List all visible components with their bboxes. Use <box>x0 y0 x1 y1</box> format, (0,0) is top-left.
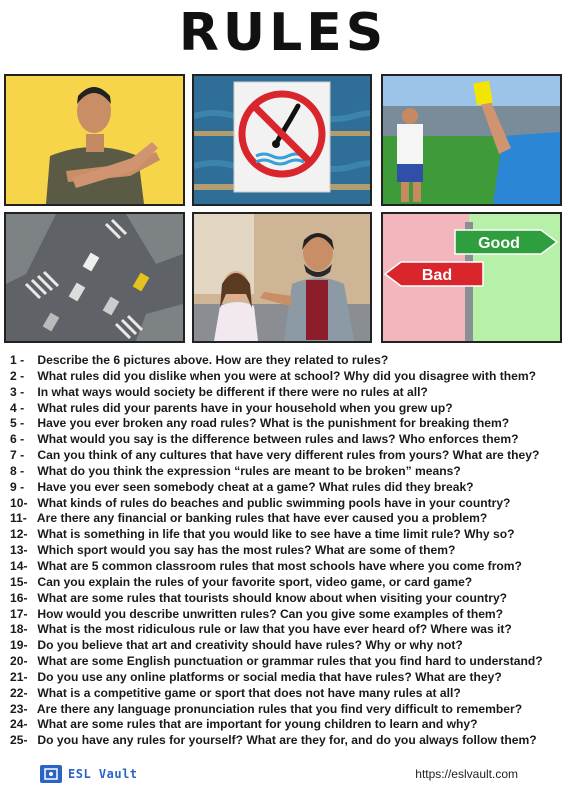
question-text: Can you think of any cultures that have very different rules from yours? What are they? <box>37 448 540 463</box>
parent-scolding-child-photo <box>192 212 372 343</box>
question-number: 20- <box>10 654 28 669</box>
question-text: Have you ever broken any road rules? What is the punishment for breaking them? <box>37 416 510 431</box>
question-list <box>10 353 562 749</box>
question-text: Describe the 6 pictures above. How are they related to rules? <box>37 353 389 367</box>
question-number: 25- <box>10 733 28 748</box>
stop-hand-photo <box>4 74 185 206</box>
question-text: What is something in life that you would like to see have a time limit rule? Why so? <box>37 527 515 542</box>
question-number: 5 - <box>10 416 25 431</box>
question-number: 7 - <box>10 448 25 463</box>
question-text: What is the most ridiculous rule or law that you have ever heard of? Where was it? <box>37 622 512 637</box>
question-text: What is a competitive game or sport that does not have many rules at all? <box>37 685 461 700</box>
question-number: 9 - <box>10 479 25 494</box>
question-item <box>10 511 562 527</box>
question-text: Do you believe that art and creativity should have rules? Why or why not? <box>37 638 463 653</box>
question-item <box>10 575 562 591</box>
good-bad-signpost <box>381 212 562 343</box>
question-text: Do you have any rules for yourself? What are they for, and do you always follow them? <box>37 733 537 748</box>
question-number: 17- <box>10 606 28 621</box>
question-item <box>10 733 562 749</box>
question-text: What kinds of rules do beaches and public swimming pools have in your country? <box>37 495 511 510</box>
question-item <box>10 638 562 654</box>
question-number: 18- <box>10 622 28 637</box>
question-item <box>10 717 562 733</box>
question-item <box>10 591 562 607</box>
question-item <box>10 654 562 670</box>
question-number: 6 - <box>10 432 25 447</box>
question-text: What rules did you dislike when you were at school? Why did you disagree with them? <box>37 368 536 383</box>
question-item <box>10 622 562 638</box>
question-item <box>10 686 562 702</box>
question-number: 21- <box>10 669 28 684</box>
question-item <box>10 480 562 496</box>
question-text: Are there any financial or banking rules that have ever caused you a problem? <box>36 511 488 526</box>
question-text: What are 5 common classroom rules that most schools have where you come from? <box>37 558 522 573</box>
question-number: 11- <box>10 511 27 526</box>
question-item <box>10 527 562 543</box>
question-item <box>10 448 562 464</box>
question-text: In what ways would society be different if there were no rules at all? <box>37 384 428 399</box>
question-number: 1 - <box>10 353 25 367</box>
question-number: 12- <box>10 527 28 542</box>
question-item <box>10 369 562 385</box>
question-item <box>10 559 562 575</box>
question-item <box>10 464 562 480</box>
esl-vault-logo-icon <box>40 765 62 783</box>
question-text: Have you ever seen somebody cheat at a game? What rules did they break? <box>37 479 474 494</box>
question-text: What are some rules that are important for young children to learn and why? <box>37 717 478 732</box>
question-item <box>10 432 562 448</box>
question-number: 8 - <box>10 463 25 478</box>
question-number: 24- <box>10 717 28 732</box>
question-text: What do you think the expression “rules are meant to be broken” means? <box>37 463 461 478</box>
traffic-intersection-photo <box>4 212 185 343</box>
question-item <box>10 401 562 417</box>
question-item <box>10 496 562 512</box>
no-diving-sign <box>192 74 372 206</box>
question-item <box>10 543 562 559</box>
question-number: 14- <box>10 558 28 573</box>
question-text: What are some English punctuation or grammar rules that you find hard to understand? <box>37 654 543 669</box>
question-text: What rules did your parents have in your household when you grew up? <box>37 400 453 415</box>
question-number: 13- <box>10 543 28 558</box>
page-title: RULES <box>178 3 388 63</box>
question-number: 4 - <box>10 400 25 415</box>
footer-url[interactable]: https://eslvault.com <box>415 767 518 781</box>
bad-sign-label: Bad <box>421 267 453 284</box>
question-item <box>10 385 562 401</box>
yellow-card-photo <box>381 74 562 206</box>
question-item <box>10 353 562 369</box>
question-number: 23- <box>10 701 28 716</box>
question-item <box>10 702 562 718</box>
question-number: 15- <box>10 574 28 589</box>
good-sign-label: Good <box>478 235 520 252</box>
question-text: Are there any language pronunciation rules that you find very difficult to remember? <box>36 701 523 716</box>
question-number: 10- <box>10 495 28 510</box>
question-text: What would you say is the difference between rules and laws? Who enforces them? <box>37 432 519 447</box>
brand-logo <box>40 764 138 784</box>
question-number: 3 - <box>10 384 25 399</box>
question-item <box>10 670 562 686</box>
brand-name: ESL Vault <box>68 767 138 781</box>
question-number: 16- <box>10 590 28 605</box>
question-number: 2 - <box>10 368 25 383</box>
question-item <box>10 607 562 623</box>
question-item <box>10 416 562 432</box>
question-text: What are some rules that tourists should know about when visiting your country? <box>37 590 508 605</box>
question-text: Which sport would you say has the most rules? What are some of them? <box>37 543 456 558</box>
question-number: 22- <box>10 685 28 700</box>
question-number: 19- <box>10 638 28 653</box>
question-text: Can you explain the rules of your favorite sport, video game, or card game? <box>37 574 473 589</box>
question-text: Do you use any online platforms or social media that have rules? What are they? <box>37 669 502 684</box>
question-text: How would you describe unwritten rules? Can you give some examples of them? <box>37 606 504 621</box>
